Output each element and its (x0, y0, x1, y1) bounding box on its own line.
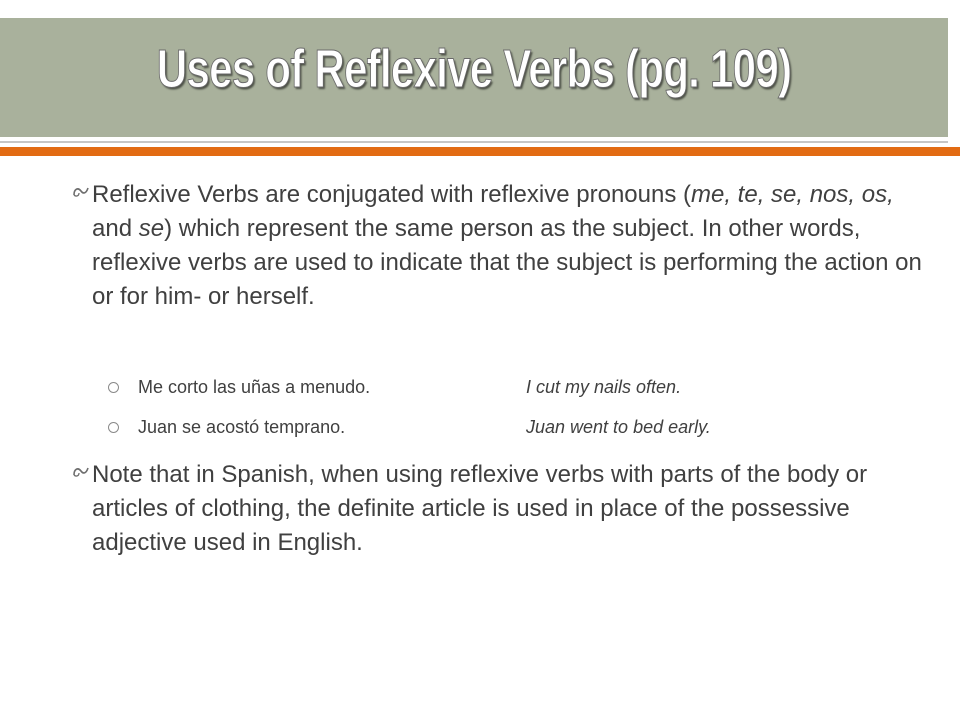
bullet-text: Note that in Spanish, when using reflexive verbs with parts of the body or articles of clothing, the definite article is used in place of the possessive adjective used in English. (92, 461, 868, 556)
example-spanish: Juan se acostó temprano. (138, 417, 346, 437)
scroll-bullet-icon (73, 465, 89, 478)
bullet-text: Reflexive Verbs are conjugated with reflexive pronouns (me, te, se, nos, os, and se) which represent the same person as the subject. In other words, reflexive verbs are used to indicate that the subject is performing the action on or for him- or herself. (92, 181, 922, 310)
title-divider (0, 141, 948, 143)
example-spanish: Me corto las uñas a menudo. (138, 377, 371, 397)
slide-title: Uses of Reflexive Verbs (pg. 109) (156, 39, 792, 99)
scroll-bullet-icon (73, 185, 89, 198)
example-translation: Juan went to bed early. (526, 417, 711, 437)
circle-bullet-icon (108, 422, 119, 433)
circle-bullet-icon (108, 382, 119, 393)
example-translation: I cut my nails often. (526, 377, 682, 397)
accent-bar (0, 147, 960, 156)
